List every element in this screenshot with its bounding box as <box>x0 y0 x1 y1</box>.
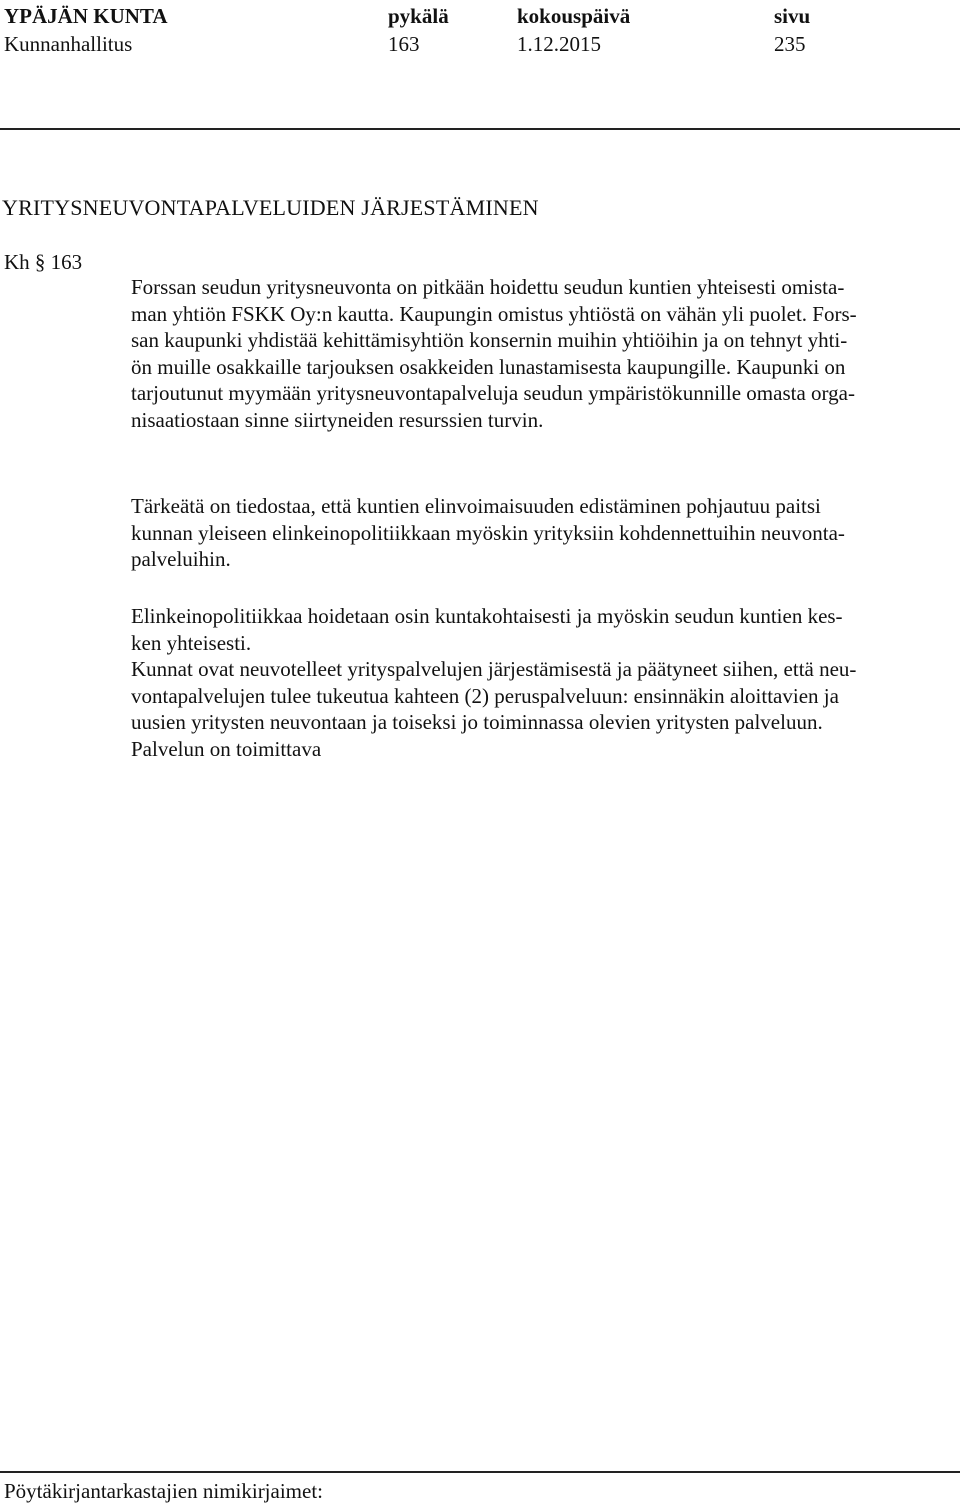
text-line: Elinkeinopolitiikkaa hoidetaan osin kuntakohtaisesti ja myöskin seudun kuntien kes- <box>131 604 843 628</box>
text-line: ön muille osakkaille tarjouksen osakkeiden lunastamisesta kaupungille. Kaupunki on <box>131 354 846 379</box>
text-line: san kaupunki yhdistää kehittämisyhtiön konsernin muihin yhtiöihin ja on tehnyt yhti- <box>131 328 848 352</box>
text-line: kunnan yleiseen elinkeinopolitiikkaan myöskin yrityksiin kohdennettuihin neuvonta- <box>131 520 845 545</box>
date-column-label: kokouspäivä <box>517 4 631 28</box>
header-divider <box>0 128 960 130</box>
page-column-label: sivu <box>774 4 811 28</box>
text-line: tarjoutunut myymään yritysneuvontapalveluja seudun ympäristökunnille omasta orga- <box>131 381 855 405</box>
text-line: nisaatiostaan sinne siirtyneiden resurssien turvin. <box>131 407 544 432</box>
paragraph-3 <box>131 603 931 762</box>
section-column-label: pykälä <box>388 4 449 28</box>
text-line: Palvelun on toimittava <box>131 736 322 761</box>
paragraph-1 <box>131 274 931 433</box>
organization-name: YPÄJÄN KUNTA <box>4 4 168 28</box>
text-line: palveluihin. <box>131 547 231 571</box>
text-line: vontapalvelujen tulee tukeutua kahteen (2) peruspalveluun: ensinnäkin aloittavien ja <box>131 683 839 708</box>
footer-divider <box>0 1471 960 1473</box>
text-line: ken yhteisesti. <box>131 630 252 655</box>
text-line: Kunnat ovat neuvotelleet yrityspalvelujen järjestämisestä ja päätyneet siihen, että neu- <box>131 657 857 681</box>
body-name: Kunnanhallitus <box>4 32 133 56</box>
section-reference: Kh § 163 <box>4 250 83 274</box>
section-number: 163 <box>388 32 420 56</box>
text-line: uusien yritysten neuvontaan ja toiseksi jo toiminnassa olevien yritysten palveluun. <box>131 710 823 734</box>
text-line: man yhtiön FSKK Oy:n kautta. Kaupungin omistus yhtiöstä on vähän yli puolet. Fors- <box>131 301 857 326</box>
paragraph-2 <box>131 493 931 573</box>
text-line: Tärkeätä on tiedostaa, että kuntien elinvoimaisuuden edistäminen pohjautuu paitsi <box>131 494 821 518</box>
page-number: 235 <box>774 32 806 56</box>
meeting-date: 1.12.2015 <box>517 32 601 56</box>
footer-initials-label: Pöytäkirjantarkastajien nimikirjaimet: <box>4 1479 323 1503</box>
text-line: Forssan seudun yritysneuvonta on pitkään hoidettu seudun kuntien yhteisesti omista- <box>131 275 845 299</box>
document-title: YRITYSNEUVONTAPALVELUIDEN JÄRJESTÄMINEN <box>2 195 539 220</box>
